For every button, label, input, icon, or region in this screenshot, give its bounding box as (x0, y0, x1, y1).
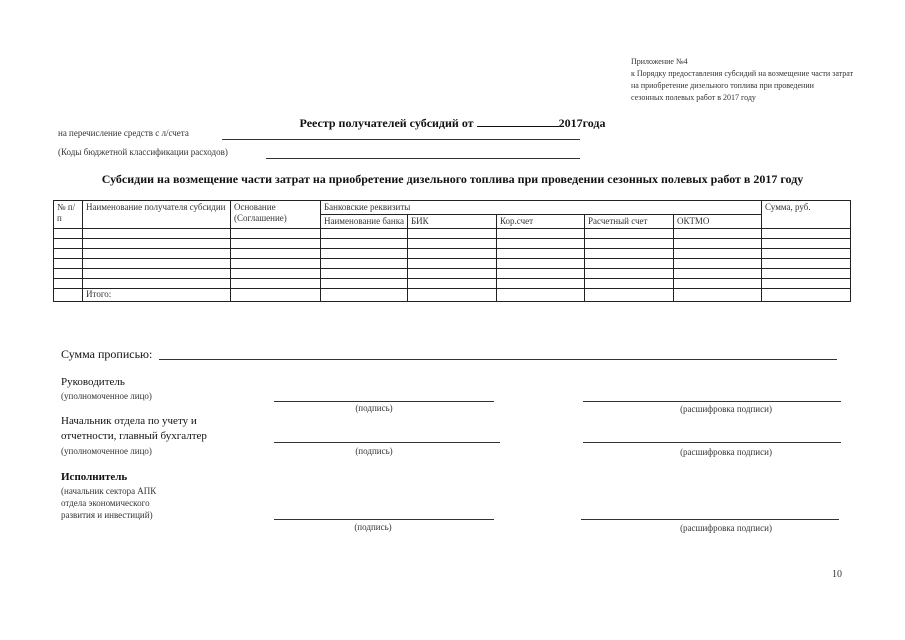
budget-codes-label: (Коды бюджетной классификации расходов) (58, 147, 228, 157)
table-subtitle: Субсидии на возмещение части затрат на приобретение дизельного топлива при проведении сезонных полевых работ в 2017 году (101, 172, 804, 186)
total-row (54, 289, 851, 302)
table-row (54, 249, 851, 259)
executor-signature-caption: (подпись) (354, 522, 392, 532)
title-prefix: Реестр получателей субсидий от (299, 116, 474, 130)
table-row (54, 269, 851, 279)
head-signature-line (274, 401, 494, 402)
head-decoding-caption: (расшифровка подписи) (680, 404, 772, 414)
header-corr-account: Кор.счет (497, 215, 585, 229)
accountant-decoding-line (583, 442, 841, 443)
executor-decoding-caption: (расшифровка подписи) (680, 523, 772, 533)
header-basis: Основание (Соглашение) (231, 201, 321, 229)
executor-decoding-line (581, 519, 839, 520)
page-number: 10 (832, 569, 842, 580)
appendix-line: Приложение №4 (631, 57, 688, 66)
table-row (54, 259, 851, 269)
header-bik: БИК (408, 215, 497, 229)
executor-subtitle: отдела экономического (61, 498, 150, 508)
executor-subtitle: (начальник сектора АПК (61, 486, 157, 496)
accountant-signature-caption: (подпись) (355, 446, 393, 456)
sum-in-words-label: Сумма прописью: (61, 347, 153, 361)
table-row (54, 239, 851, 249)
header-settlement-account: Расчетный счет (585, 215, 674, 229)
sum-in-words-line (159, 359, 837, 360)
head-decoding-line (583, 401, 841, 402)
head-subtitle: (уполномоченное лицо) (61, 391, 152, 401)
header-oktmo: ОКТМО (674, 215, 762, 229)
head-signature-caption: (подпись) (355, 403, 393, 413)
header-bank-name: Наименование банка (321, 215, 408, 229)
budget-codes-line (266, 158, 580, 159)
accountant-decoding-caption: (расшифровка подписи) (680, 447, 772, 457)
accountant-title-line1: Начальник отдела по учету и (61, 415, 197, 427)
transfer-account-line (222, 139, 580, 140)
header-no: № п/п (54, 201, 83, 229)
date-blank (477, 116, 559, 127)
registry-table (53, 200, 851, 302)
transfer-label: на перечисление средств с л/счета (58, 128, 189, 138)
executor-title: Исполнитель (61, 471, 128, 483)
executor-subtitle: развития и инвестиций) (61, 510, 153, 520)
title-suffix: 2017года (558, 116, 606, 130)
accountant-title-line2: отчетности, главный бухгалтер (61, 430, 207, 442)
head-title: Руководитель (61, 376, 125, 388)
appendix-note (631, 56, 891, 104)
header-bank-details: Банковские реквизиты (321, 201, 762, 215)
header-row (54, 201, 851, 215)
executor-signature-line (274, 519, 494, 520)
accountant-signature-line (274, 442, 500, 443)
accountant-subtitle: (уполномоченное лицо) (61, 446, 152, 456)
appendix-line: сезонных полевых работ в 2017 году (631, 93, 756, 102)
appendix-line: к Порядку предоставления субсидий на возмещение части затрат (631, 69, 854, 78)
table-row (54, 229, 851, 239)
table-row (54, 279, 851, 289)
header-sum: Сумма, руб. (762, 201, 851, 229)
appendix-line: на приобретение дизельного топлива при проведении (631, 81, 814, 90)
header-recipient: Наименование получателя субсидии (83, 201, 231, 229)
total-label: Итого: (83, 289, 231, 302)
